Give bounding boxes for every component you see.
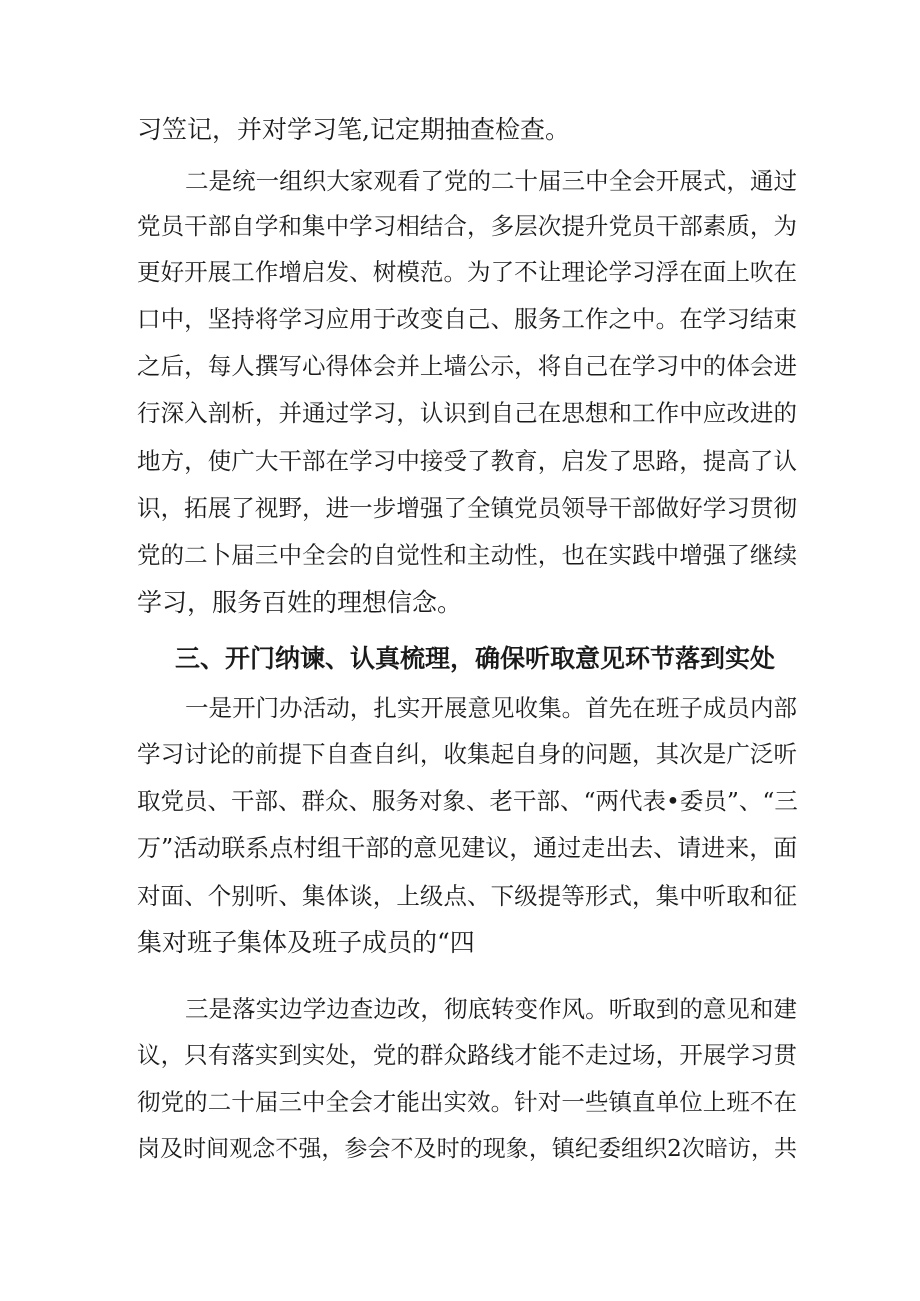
text-line-5: 口中，坚持将学习应用于改变自己、服务工作之中。在学习结束 [137,305,797,333]
text-line-16: 万”活动联系点村组干部的意见建议，通过走出去、请进来，面 [137,834,798,862]
text-line-13: 一是开门办活动，扎实开展意见收集。首先在班子成员内部 [185,694,797,722]
text-line-14: 学习讨论的前提下自查自纠，收集起自身的问题，其次是广泛听 [137,740,797,768]
text-line-20: 议，只有落实到实处，党的群众路线才能不走过场，开展学习贯 [137,1041,797,1069]
text-line-19: 三是落实边学边查边改，彻底转变作风。听取到的意见和建 [185,995,797,1023]
text-line-15: 取党员、干部、群众、服务对象、老干部、“两代表•委员”、“三 [137,787,798,815]
text-line-2: 二是统一组织大家观看了党的二十届三中全会开展式，通过 [185,167,797,195]
text-line-9: 识，拓展了视野，进一步增强了全镇党员领导干部做好学习贯彻 [137,494,797,522]
text-line-3: 党员干部自学和集中学习相结合，多层次提升党员干部素质，为 [137,212,797,240]
text-line-21: 彻党的二十届三中全会才能出实效。针对一些镇直单位上班不在 [137,1088,797,1116]
section-heading: 三、开门纳谏、认真梳理，确保听取意见环节落到实处 [175,644,776,673]
text-line-4: 更好开展工作增启发、树模范。为了不让理论学习浮在面上吹在 [137,258,797,286]
text-line-11: 学习，服务百姓的理想信念。 [137,588,463,617]
text-line-10: 党的二卜届三中全会的自觉性和主动性，也在实践中增强了继续 [137,541,797,569]
text-line-18: 集对班子集体及班子成员的“四 [137,928,475,957]
text-line-22: 岗及时间观念不强，参会不及时的现象，镇纪委组织2次暗访，共 [137,1136,797,1162]
text-line-17: 对面、个别听、集体谈，上级点、下级提等形式，集中听取和征 [137,882,797,910]
text-line-6: 之后，每人撰写心得体会并上墙公示，将自己在学习中的体会进 [137,352,797,380]
text-line-1: 习笠记，并对学习笔,记定期抽查检查。 [137,115,570,144]
text-line-8: 地方，使广大干部在学习中接受了教育，启发了思路，提高了认 [137,447,797,475]
text-line-7: 行深入剖析，并通过学习，认识到自己在思想和工作中应改进的 [137,399,797,427]
